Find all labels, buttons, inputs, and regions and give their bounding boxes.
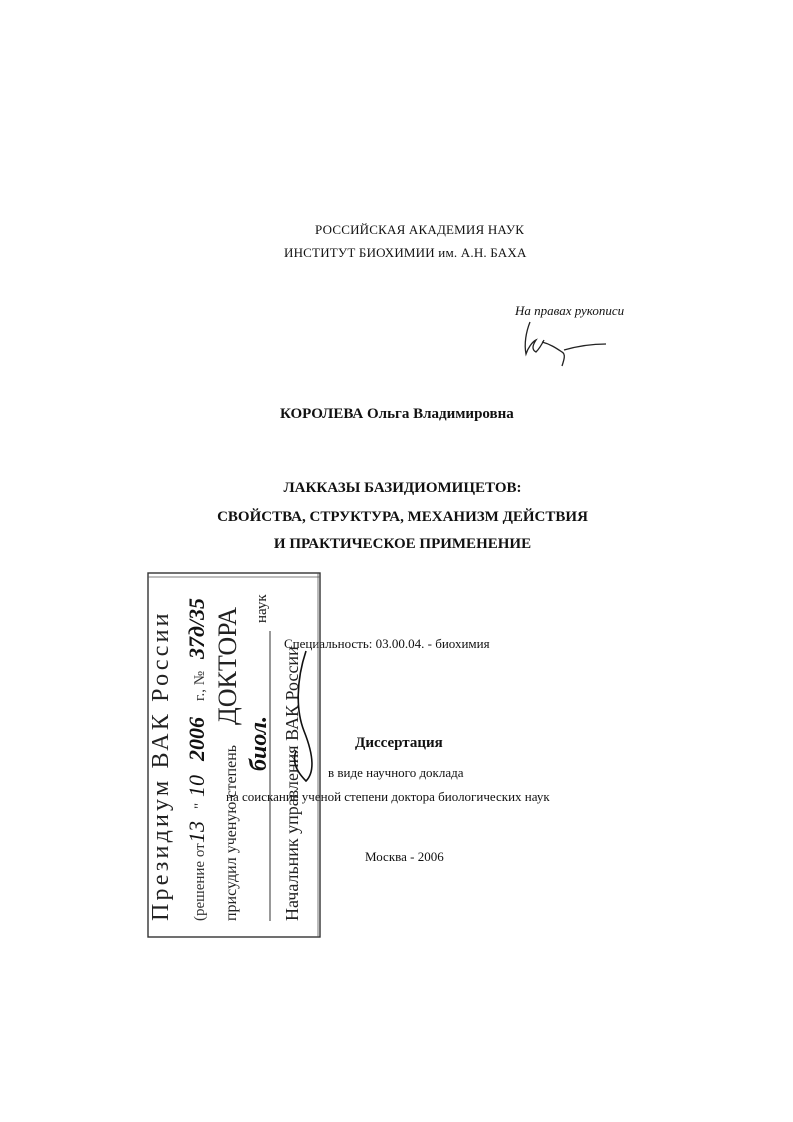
dissertation-label: Диссертация — [355, 735, 443, 751]
stamp-decision-line — [184, 598, 209, 921]
signature — [520, 318, 610, 370]
stamp-decision-month: 10 — [184, 775, 209, 797]
stamp-head-of-department: Начальник управления ВАК России — [282, 646, 302, 921]
stamp-presidium: Президиум ВАК России — [148, 610, 174, 921]
author-name: КОРОЛЕВА Ольга Владимировна — [280, 406, 514, 422]
manuscript-rights: На правах рукописи — [515, 303, 625, 318]
stamp-field-suffix: наук — [254, 594, 270, 623]
dissertation-form: в виде научного доклада — [328, 765, 464, 780]
stamp-decision-day: 13 — [184, 821, 209, 843]
place-year: Москва - 2006 — [365, 849, 444, 864]
title-line-3: И ПРАКТИЧЕСКОЕ ПРИМЕНЕНИЕ — [273, 536, 532, 552]
stamp-decision-year: 2006 — [184, 717, 209, 761]
stamp-decision-prefix: (решение от — [192, 843, 208, 921]
stamp-field-line — [246, 594, 272, 921]
svg-text:": " — [192, 802, 208, 809]
stamp-field: биол. — [246, 715, 272, 771]
stamp-decision-number: 37д/35 — [184, 597, 209, 659]
stamp-degree-line — [213, 607, 242, 921]
dissertation-purpose: на соискание ученой степени доктора биологических наук — [226, 789, 550, 804]
stamp-degree: ДОКТОРА — [213, 606, 242, 725]
stamp-degree-prefix: присудил ученую степень — [223, 744, 240, 921]
title-line-2: СВОЙСТВА, СТРУКТУРА, МЕХАНИЗМ ДЕЙСТВИЯ — [217, 509, 588, 525]
vak-approval-stamp — [146, 571, 324, 939]
specialty: Специальность: 03.00.04. - биохимия — [284, 636, 490, 651]
institute-name: ИНСТИТУТ БИОХИМИИ им. А.Н. БАХА — [284, 245, 527, 260]
stamp-decision-no-label: г., № — [192, 670, 208, 701]
title-line-1: ЛАККАЗЫ БАЗИДИОМИЦЕТОВ: — [283, 480, 522, 496]
academy-name: РОССИЙСКАЯ АКАДЕМИЯ НАУК — [315, 222, 525, 237]
